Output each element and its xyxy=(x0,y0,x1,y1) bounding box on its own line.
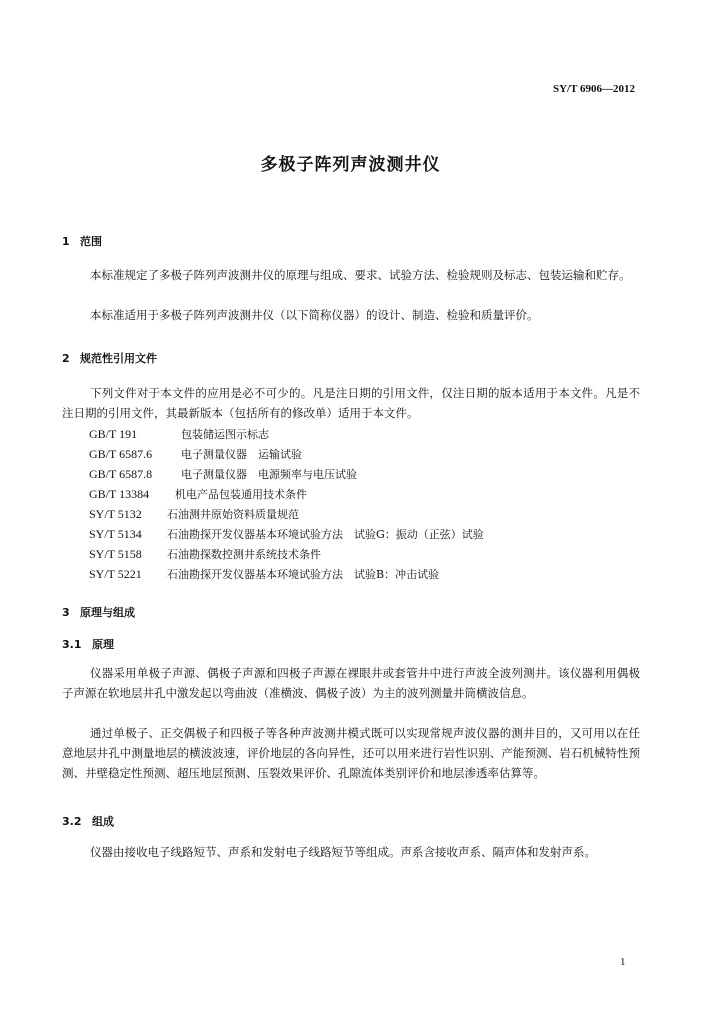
reference-item xyxy=(89,546,321,562)
reference-code: GB/T 191 xyxy=(89,427,138,441)
reference-title: 电子测量仪器 运输试验 xyxy=(181,448,302,461)
reference-item xyxy=(89,446,302,462)
section-3-heading xyxy=(62,604,135,620)
reference-code: SY/T 5221 xyxy=(89,567,142,581)
subsection-3-2-paragraph-1: 仪器由接收电子线路短节、声系和发射电子线路短节等组成。声系含接收声系、隔声体和发射声系。 xyxy=(90,845,596,859)
reference-title: 包装储运图示标志 xyxy=(181,428,269,441)
section-number: 1 xyxy=(62,235,70,248)
reference-title: 石油测井原始资料质量规范 xyxy=(167,508,299,521)
reference-code: SY/T 5132 xyxy=(89,507,142,521)
standard-number: SY/T 6906—2012 xyxy=(552,83,635,95)
section-title: 范围 xyxy=(80,235,102,248)
reference-title: 石油勘探数控测井系统技术条件 xyxy=(167,548,321,561)
reference-item xyxy=(89,506,299,522)
reference-code: GB/T 13384 xyxy=(89,487,150,501)
section-2-paragraph-1: 下列文件对于本文件的应用是必不可少的。凡是注日期的引用文件，仅注日期的版本适用于本文件。凡是不注日期的引用文件，其最新版本（包括所有的修改单）适用于本文件。 xyxy=(62,386,640,420)
document-title: 多极子阵列声波测井仪 xyxy=(260,155,441,175)
section-number: 2 xyxy=(62,352,70,365)
section-number: 3 xyxy=(62,606,70,619)
reference-title: 石油勘探开发仪器基本环境试验方法 试验B：冲击试验 xyxy=(167,568,440,581)
subsection-title: 原理 xyxy=(92,638,114,651)
reference-code: GB/T 6587.6 xyxy=(89,447,153,461)
section-title: 原理与组成 xyxy=(80,606,135,619)
reference-item xyxy=(89,526,484,542)
reference-code: GB/T 6587.8 xyxy=(89,467,153,481)
subsection-number: 3.1 xyxy=(62,638,82,651)
section-1-paragraph-1: 本标准规定了多极子阵列声波测井仪的原理与组成、要求、试验方法、检验规则及标志、包装运输和贮存。 xyxy=(90,268,631,282)
subsection-3-2-heading xyxy=(62,813,114,829)
section-1-paragraph-2: 本标准适用于多极子阵列声波测井仪（以下简称仪器）的设计、制造、检验和质量评价。 xyxy=(90,308,539,322)
section-1-heading xyxy=(62,233,102,249)
page-number: 1 xyxy=(620,956,626,968)
reference-title: 石油勘探开发仪器基本环境试验方法 试验G：振动（正弦）试验 xyxy=(167,528,484,541)
subsection-number: 3.2 xyxy=(62,815,82,828)
reference-title: 电子测量仪器 电源频率与电压试验 xyxy=(181,468,357,481)
subsection-3-1-paragraph-2: 通过单极子、正交偶极子和四极子等各种声波测井模式既可以实现常规声波仪器的测井目的，又可用以在任意地层井孔中测量地层的横波波速，评价地层的各向异性，还可以用来进行岩性识别、产能预测、岩石机械特性预测、井壁稳定性预测、超压地层预测、压裂效果评价、孔隙流体类别评价和地层渗透率估算等。 xyxy=(62,726,640,780)
subsection-3-1-paragraph-1: 仪器采用单极子声源、偶极子声源和四极子声源在裸眼井或套管井中进行声波全波列测井。该仪器利用偶极子声源在软地层井孔中激发起以弯曲波（准横波、偶极子波）为主的波列测量井筒横波信息。 xyxy=(62,666,640,700)
section-title: 规范性引用文件 xyxy=(80,352,157,365)
reference-item xyxy=(89,466,357,482)
reference-item xyxy=(89,426,269,442)
section-2-heading xyxy=(62,350,157,366)
reference-title: 机电产品包装通用技术条件 xyxy=(175,488,307,501)
subsection-3-1-heading xyxy=(62,636,114,652)
subsection-title: 组成 xyxy=(92,815,114,828)
reference-item xyxy=(89,566,439,582)
reference-code: SY/T 5158 xyxy=(89,547,142,561)
reference-code: SY/T 5134 xyxy=(89,527,142,541)
reference-item xyxy=(89,486,307,502)
